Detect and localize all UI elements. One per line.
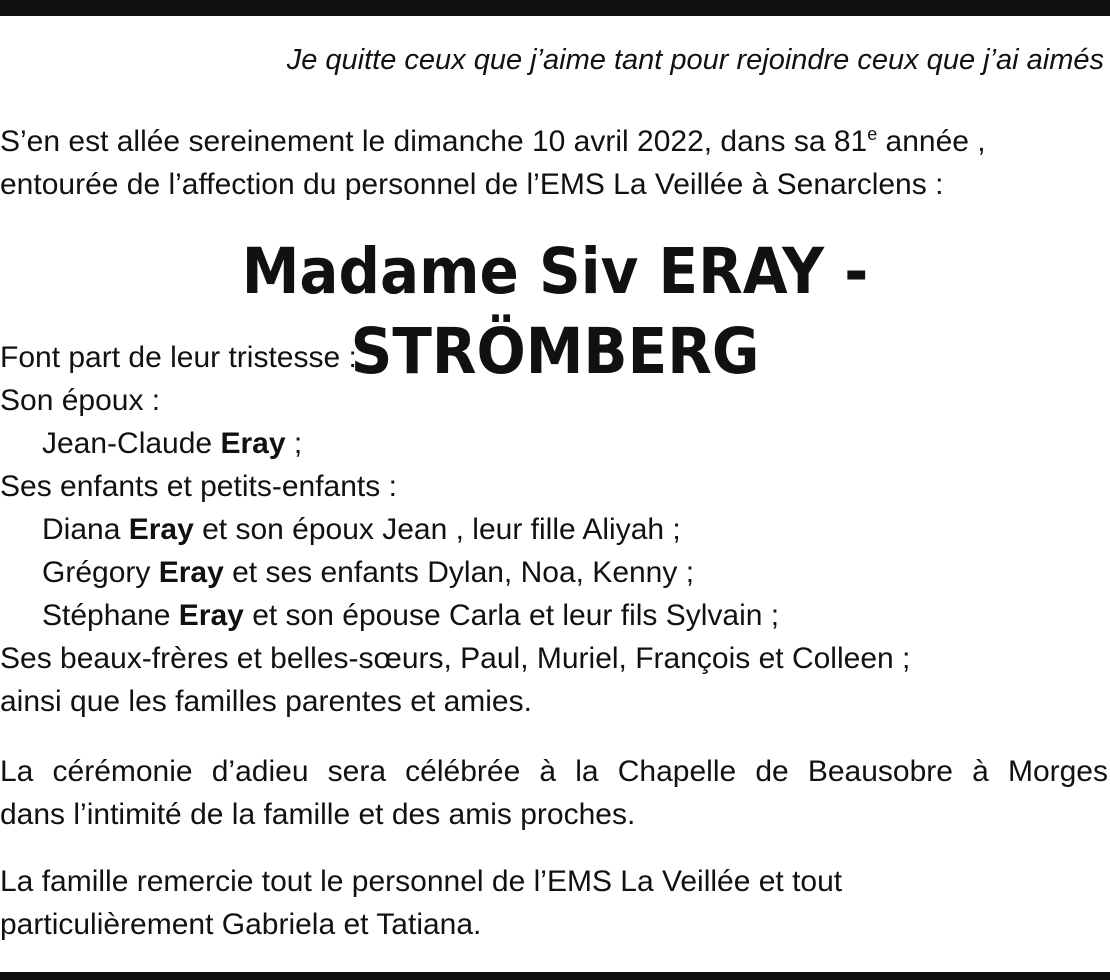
intro-line-1: S’en est allée sereinement le dimanche 10 avril 2022, dans sa 81e année , — [0, 124, 986, 158]
child-entry: Grégory Eray et ses enfants Dylan, Noa, Kenny ; — [42, 556, 695, 589]
epitaph-quote: Je quitte ceux que j’aime tant pour rejoindre ceux que j’ai aimés — [286, 44, 1104, 76]
top-border-rule — [0, 0, 1110, 16]
ordinal-superscript: e — [867, 124, 878, 144]
announcement-intro — [0, 120, 1108, 206]
intro-line-2: entourée de l’affection du personnel de l’EMS La Veillée à Senarclens : — [0, 168, 944, 201]
in-laws-line: Ses beaux-frères et belles-sœurs, Paul, Muriel, François et Colleen ; — [0, 642, 911, 675]
family-heading: Font part de leur tristesse : — [0, 341, 357, 374]
child-entry: Stéphane Eray et son épouse Carla et leur fils Sylvain ; — [42, 599, 780, 632]
family-list — [0, 336, 1108, 723]
thanks-notice — [0, 860, 1108, 946]
other-family-line: ainsi que les familles parentes et amies. — [0, 685, 532, 718]
spouse-label: Son époux : — [0, 384, 161, 417]
children-label: Ses enfants et petits-enfants : — [0, 470, 397, 503]
spouse-name: Jean-Claude Eray ; — [42, 427, 303, 460]
thanks-line-2: particulièrement Gabriela et Tatiana. — [0, 908, 482, 941]
ceremony-line-1: La cérémonie d’adieu sera célébrée à la Chapelle de Beausobre à Morges — [0, 755, 1108, 788]
thanks-line-1: La famille remercie tout le personnel de l’EMS La Veillée et tout — [0, 865, 843, 898]
child-entry: Diana Eray et son époux Jean , leur fille Aliyah ; — [42, 513, 681, 546]
deceased-name: Madame Siv ERAY - STRÖMBERG — [241, 235, 869, 388]
bottom-border-rule — [0, 972, 1110, 980]
ceremony-line-2: dans l’intimité de la famille et des amis proches. — [0, 798, 636, 831]
ceremony-notice — [0, 750, 1108, 836]
